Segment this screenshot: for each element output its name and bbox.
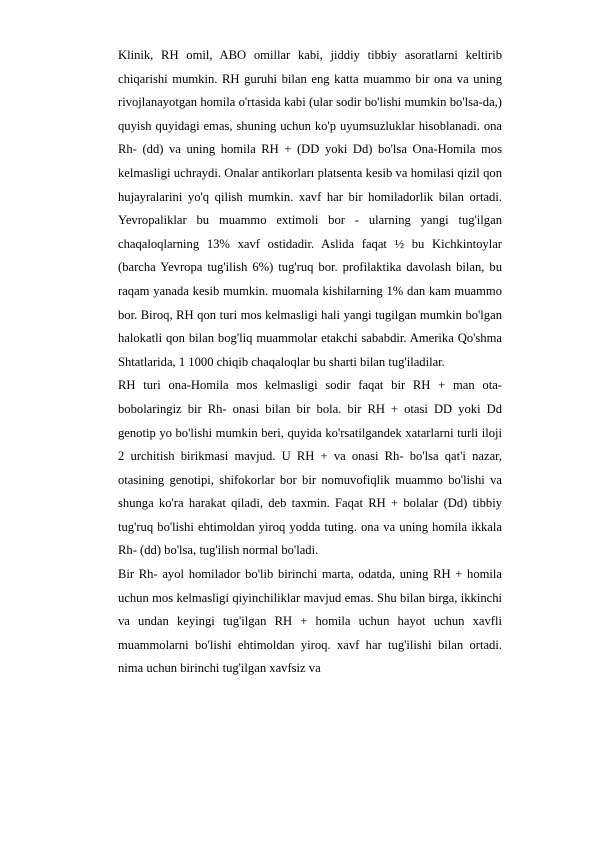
document-page: [118, 44, 502, 681]
paragraph-first-pregnancy: Bir Rh- ayol homilador bo'lib birinchi marta, odatda, uning RH + homila uchun mos kelmasligi qiyinchiliklar mavjud emas. Shu bilan birga, ikkinchi va undan keyingi tug'ilgan RH + homila uchun hayot uchun xavfli muammolarni bo'lishi ehtimoldan yiroq. xavf har tug'ilishi bilan ortadi. nima uchun birinchi tug'ilgan xavfsiz va: [118, 567, 502, 676]
paragraph-rh-factor-intro: Klinik, RH omil, ABO omillar kabi, jiddiy tibbiy asoratlarni keltirib chiqarishi mumkin. RH guruhi bilan eng katta muammo bir ona va uning rivojlanayotgan homila o'rtasida kabi (ular sodir bo'lishi mumkin bo'lsa-da,) quyish quyidagi emas, shuning uchun ko'p uyumsuzluklar hisoblanadi. ona Rh- (dd) va uning homila RH + (DD yoki Dd) bo'lsa Ona-Homila mos kelmasligi uchraydi. Onalar antikorları platsenta kesib va homilasi qizil qon hujayralarini yo'q qilish mumkin. xavf har bir homiladorlik bilan ortadi. Yevropaliklar bu muammo extimoli bor - ularning yangi tug'ilgan chaqaloqlarning 13% xavf ostidadir. Aslida faqat ½ bu Kichkintoylar (barcha Yevropa tug'ilish 6%) tug'ruq bor. profilaktika davolash bilan, bu raqam yanada kesib mumkin. muomala kishilarning 1% dan kam muammo bor. Biroq, RH qon turi mos kelmasligi hali yangi tugilgan mumkin bo'lgan halokatli qon bilan bog'liq muammolar etakchi sababdir. Amerika Qo'shma Shtatlarida, 1 1000 chiqib chaqaloqlar bu sharti bilan tug'iladilar.: [118, 48, 502, 369]
paragraph-rh-incompatibility-genotype: RH turi ona-Homila mos kelmasligi sodir faqat bir RH + man ota-bobolaringiz bir Rh- onasi bilan bir bola. bir RH + otasi DD yoki Dd genotip yo bo'lishi mumkin beri, quyida ko'rsatilgandek xatarlarni turli iloji 2 urchitish birikmasi mavjud. U RH + va onasi Rh- bo'lsa qat'i nazar, otasining genotipi, shifokorlar bor bir nomuvofiqlik muammo bo'lishi va shunga ko'ra harakat qiladi, deb taxmin. Faqat RH + bolalar (Dd) tibbiy tug'ruq bo'lishi ehtimoldan yiroq yodda tuting. ona va uning homila ikkala Rh- (dd) bo'lsa, tug'ilish normal bo'ladi.: [118, 378, 502, 558]
